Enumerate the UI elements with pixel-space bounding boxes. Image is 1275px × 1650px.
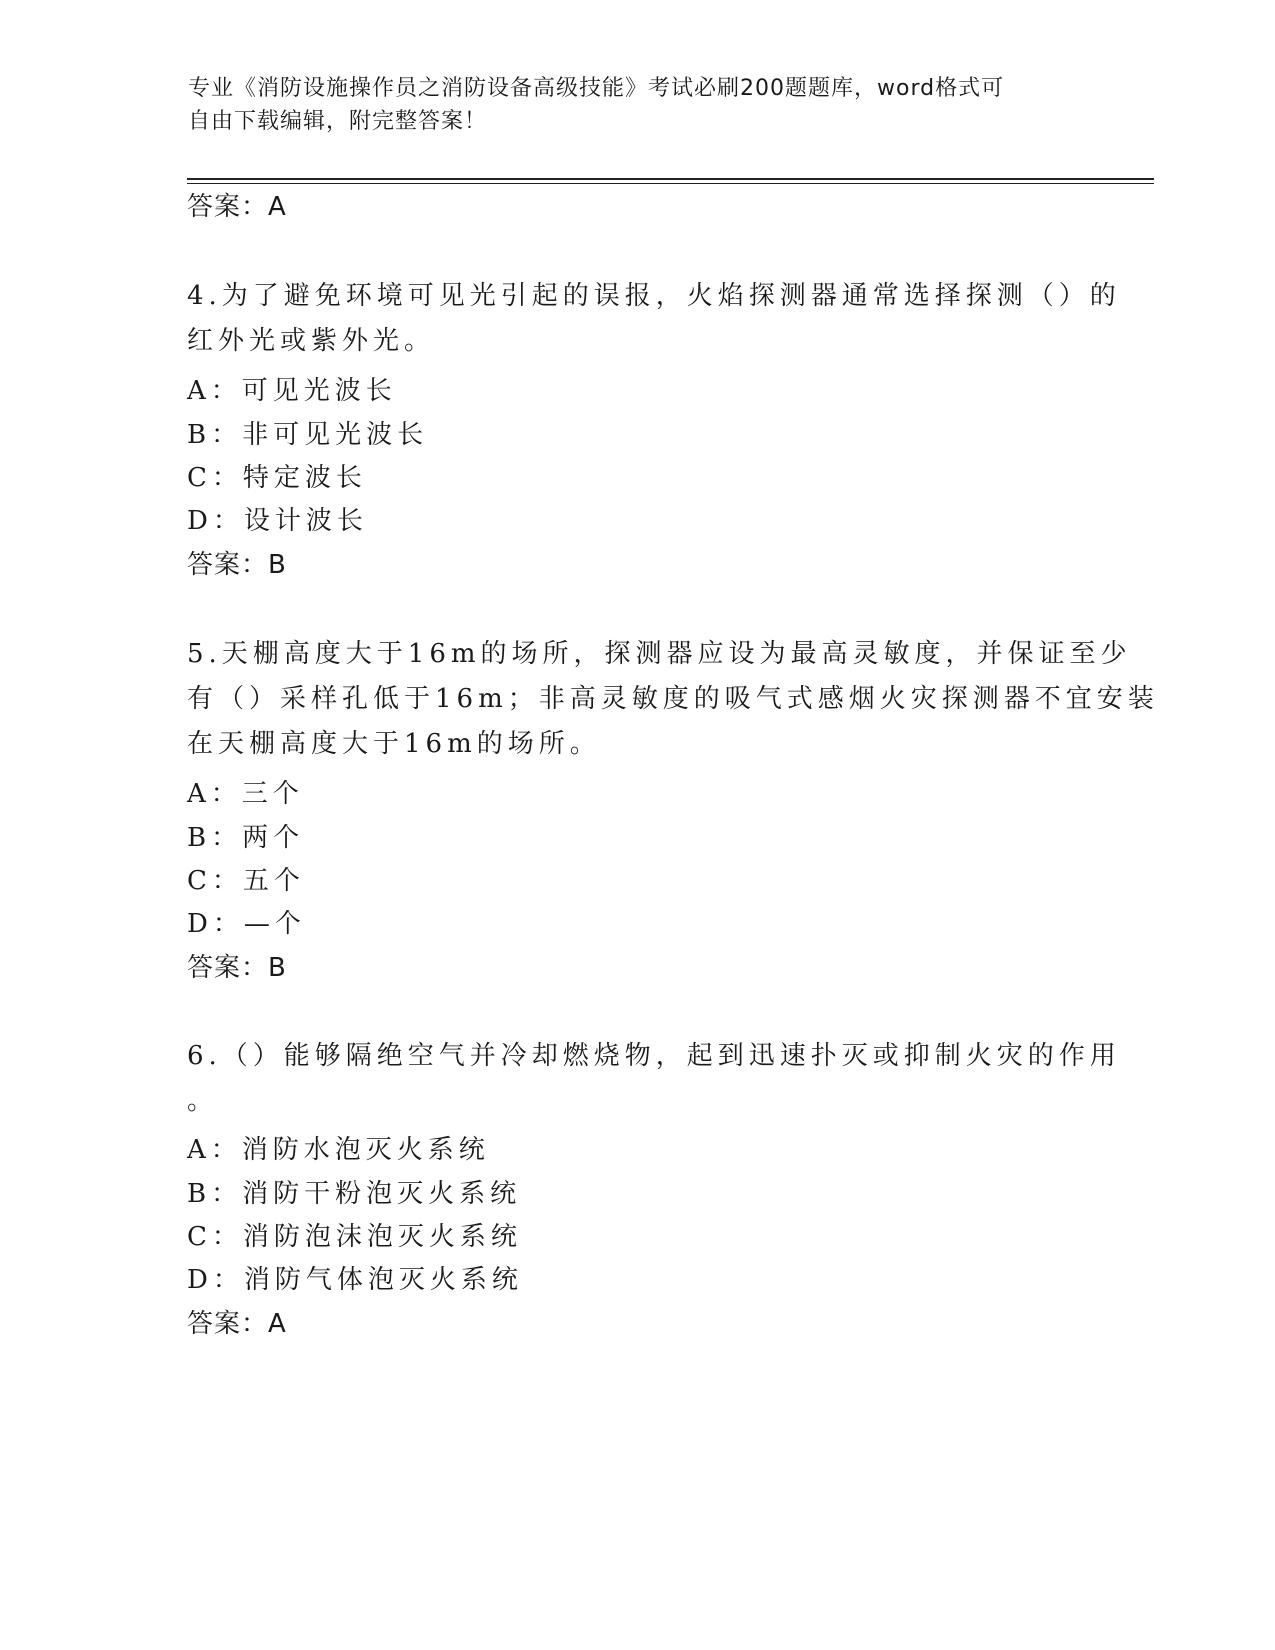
header-line-1: 专业《消防设施操作员之消防设备高级技能》考试必刷200题题库，word格式可 [188, 76, 1005, 101]
question-4-line-2: 红外光或紫外光。 [187, 326, 436, 356]
question-4-stem [187, 274, 1121, 364]
question-5-line-2: 有（）采样孔低于16m；非高灵敏度的吸气式感烟火灾探测器不宜安装 [187, 684, 1159, 714]
question-5-option-d: D：—个 [187, 909, 306, 939]
question-4-option-d: D：设计波长 [187, 506, 368, 536]
question-5-option-c: C：五个 [187, 866, 305, 896]
question-4-option-b: B：非可见光波长 [187, 420, 429, 450]
question-6-answer: 答案：A [187, 1309, 287, 1339]
question-6-line-2: 。 [187, 1086, 219, 1116]
question-4-line-1: 4.为了避免环境可见光引起的误报，火焰探测器通常选择探测（）的 [187, 281, 1121, 311]
question-4-option-a: A：可见光波长 [187, 376, 397, 406]
question-6-stem [187, 1034, 1121, 1124]
question-6-option-c: C：消防泡沫泡灭火系统 [187, 1222, 522, 1252]
question-5-line-3: 在天棚高度大于16m的场所。 [187, 729, 601, 759]
question-5-line-1: 5.天棚高度大于16m的场所，探测器应设为最高灵敏度，并保证至少 [187, 639, 1132, 669]
question-6-option-a: A：消防水泡灭火系统 [187, 1135, 490, 1165]
document-header [188, 72, 1068, 138]
previous-answer: 答案：A [187, 192, 287, 222]
question-6-option-d: D：消防气体泡灭火系统 [187, 1265, 523, 1295]
header-line-2: 自由下载编辑，附完整答案！ [188, 109, 488, 134]
question-5-option-b: B：两个 [187, 823, 305, 853]
question-5-stem [187, 632, 1159, 767]
question-5-option-a: A：三个 [187, 779, 304, 809]
header-divider-thick [187, 178, 1154, 180]
question-6-option-b: B：消防干粉泡灭火系统 [187, 1179, 522, 1209]
question-4-answer: 答案：B [187, 550, 287, 580]
question-6-line-1: 6.（）能够隔绝空气并冷却燃烧物，起到迅速扑灭或抑制火灾的作用 [187, 1041, 1121, 1071]
question-5-answer: 答案：B [187, 953, 287, 983]
question-4-option-c: C：特定波长 [187, 463, 367, 493]
header-divider-thin [187, 183, 1154, 184]
